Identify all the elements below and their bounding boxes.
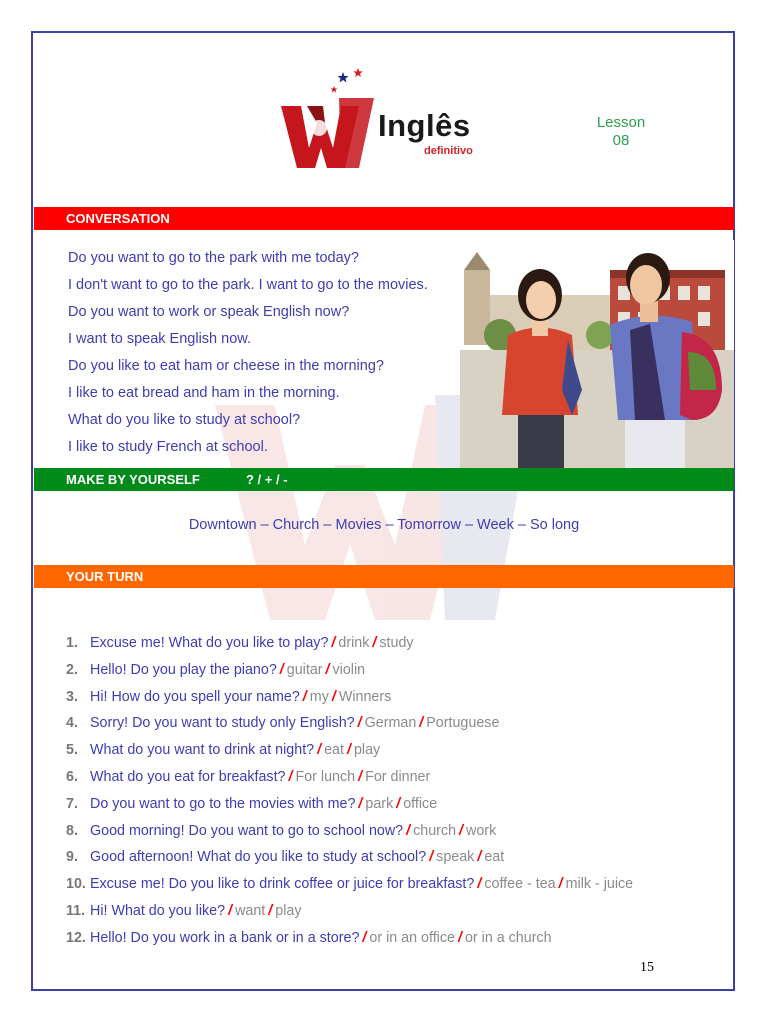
- make-by-yourself-heading: [34, 468, 734, 491]
- exercise-option-b: play: [275, 902, 302, 919]
- exercise-item: [66, 795, 633, 822]
- exercise-item: [66, 714, 633, 741]
- exercise-option-a: German: [364, 715, 417, 732]
- make-by-yourself-symbols: ? / + / -: [246, 472, 288, 487]
- exercise-question: What do you want to drink at night?: [90, 742, 315, 759]
- exercise-item: [66, 875, 633, 902]
- exercise-question: Hi! How do you spell your name?: [90, 688, 300, 705]
- logo-subtitle: definitivo: [424, 145, 473, 157]
- exercise-question: Do you want to go to the movies with me?: [90, 795, 356, 812]
- logo-title: Inglês: [378, 108, 471, 143]
- exercise-option-a: or in an office: [369, 929, 455, 946]
- conversation-line: I like to study French at school.: [68, 439, 268, 455]
- exercise-question: Good afternoon! What do you like to study at school?: [90, 849, 427, 866]
- separator: /: [459, 822, 464, 839]
- separator: /: [317, 742, 322, 759]
- exercise-question: Hello! Do you work in a bank or in a store?: [90, 929, 360, 946]
- exercise-item: [66, 822, 633, 849]
- separator: /: [429, 849, 434, 866]
- exercise-option-a: want: [235, 902, 266, 919]
- exercise-item: [66, 929, 633, 956]
- exercise-option-a: my: [309, 688, 329, 705]
- exercise-option-b: Winners: [338, 688, 392, 705]
- separator: /: [362, 929, 367, 946]
- page-number: 15: [640, 960, 654, 975]
- exercise-option-b: play: [353, 742, 381, 759]
- exercise-question: What do you eat for breakfast?: [90, 768, 286, 785]
- exercise-option-b: or in a church: [464, 929, 552, 946]
- exercise-number: 5.: [66, 742, 78, 759]
- your-turn-heading: YOUR TURN: [34, 565, 734, 588]
- exercise-number: 2.: [66, 661, 78, 678]
- exercise-number: 3.: [66, 688, 78, 705]
- exercise-question: Good morning! Do you want to go to school now?: [90, 822, 404, 839]
- separator: /: [302, 688, 307, 705]
- exercise-question: Excuse me! What do you like to play?: [90, 635, 329, 651]
- separator: /: [358, 768, 363, 785]
- exercise-item: [66, 768, 633, 795]
- exercise-option-a: coffee - tea: [484, 876, 556, 893]
- separator: /: [477, 849, 482, 866]
- exercise-option-a: eat: [324, 742, 344, 759]
- separator: /: [477, 876, 482, 893]
- exercise-number: 4.: [66, 715, 78, 732]
- separator: /: [268, 902, 273, 919]
- separator: /: [346, 742, 351, 759]
- exercise-option-b: Portuguese: [426, 715, 500, 732]
- exercise-question: Sorry! Do you want to study only English?: [90, 715, 355, 732]
- exercise-option-a: speak: [436, 849, 475, 866]
- exercise-option-a: For lunch: [295, 768, 356, 785]
- exercise-option-b: For dinner: [365, 768, 431, 785]
- conversation-line: Do you want to work or speak English now?: [68, 304, 350, 320]
- separator: /: [419, 715, 424, 732]
- exercise-option-a: drink: [338, 635, 370, 651]
- exercise-option-b: work: [466, 822, 497, 839]
- exercise-number: 6.: [66, 768, 78, 785]
- exercise-option-b: eat: [484, 849, 505, 866]
- exercise-list: [66, 634, 633, 956]
- conversation-heading: CONVERSATION: [34, 207, 734, 230]
- exercise-number: 1.: [66, 635, 78, 651]
- separator: /: [372, 635, 377, 651]
- exercise-item: [66, 741, 633, 768]
- w-mark-icon: [281, 98, 374, 168]
- conversation-line: I don't want to go to the park. I want to go to the movies.: [68, 277, 428, 293]
- conversation-list: [68, 249, 428, 465]
- exercise-number: 7.: [66, 795, 78, 812]
- exercise-option-b: study: [379, 635, 414, 651]
- separator: /: [279, 661, 284, 678]
- separator: /: [331, 635, 336, 651]
- exercise-option-b: office: [403, 795, 438, 812]
- exercise-item: [66, 902, 633, 929]
- exercise-option-b: violin: [332, 661, 366, 678]
- separator: /: [357, 715, 362, 732]
- exercise-option-b: milk - juice: [565, 876, 634, 893]
- conversation-line: What do you like to study at school?: [68, 412, 301, 428]
- exercise-number: 11.: [66, 902, 86, 919]
- exercise-item: [66, 634, 633, 661]
- exercise-number: 12.: [66, 929, 86, 946]
- exercise-number: 8.: [66, 822, 78, 839]
- separator: /: [325, 661, 330, 678]
- exercise-item: [66, 848, 633, 875]
- exercise-option-a: church: [413, 822, 457, 839]
- separator: /: [558, 876, 563, 893]
- exercise-item: [66, 688, 633, 715]
- exercise-number: 9.: [66, 849, 78, 866]
- exercise-option-a: guitar: [286, 661, 323, 678]
- exercise-question: Excuse me! Do you like to drink coffee or juice for breakfast?: [90, 876, 475, 893]
- separator: /: [457, 929, 462, 946]
- exercise-question: Hello! Do you play the piano?: [90, 661, 277, 678]
- vocabulary-words: Downtown – Church – Movies – Tomorrow – Week – So long: [188, 517, 580, 533]
- lesson-number: 08: [612, 132, 630, 149]
- separator: /: [331, 688, 336, 705]
- conversation-line: Do you like to eat ham or cheese in the morning?: [68, 358, 384, 374]
- conversation-line: I want to speak English now.: [68, 331, 251, 347]
- stars-icon: [330, 68, 362, 93]
- separator: /: [406, 822, 411, 839]
- separator: /: [358, 795, 363, 812]
- exercise-option-a: park: [365, 795, 394, 812]
- exercise-item: [66, 661, 633, 688]
- separator: /: [228, 902, 233, 919]
- lesson-indicator: [590, 114, 652, 149]
- lesson-label: Lesson: [596, 114, 646, 131]
- separator: /: [396, 795, 401, 812]
- exercise-question: Hi! What do you like?: [90, 902, 226, 919]
- exercise-number: 10.: [66, 876, 86, 893]
- make-by-yourself-title: MAKE BY YOURSELF: [66, 472, 200, 487]
- conversation-line: Do you want to go to the park with me today?: [68, 250, 359, 266]
- separator: /: [288, 768, 293, 785]
- students-illustration: [460, 240, 734, 468]
- conversation-line: I like to eat bread and ham in the morning.: [68, 385, 340, 401]
